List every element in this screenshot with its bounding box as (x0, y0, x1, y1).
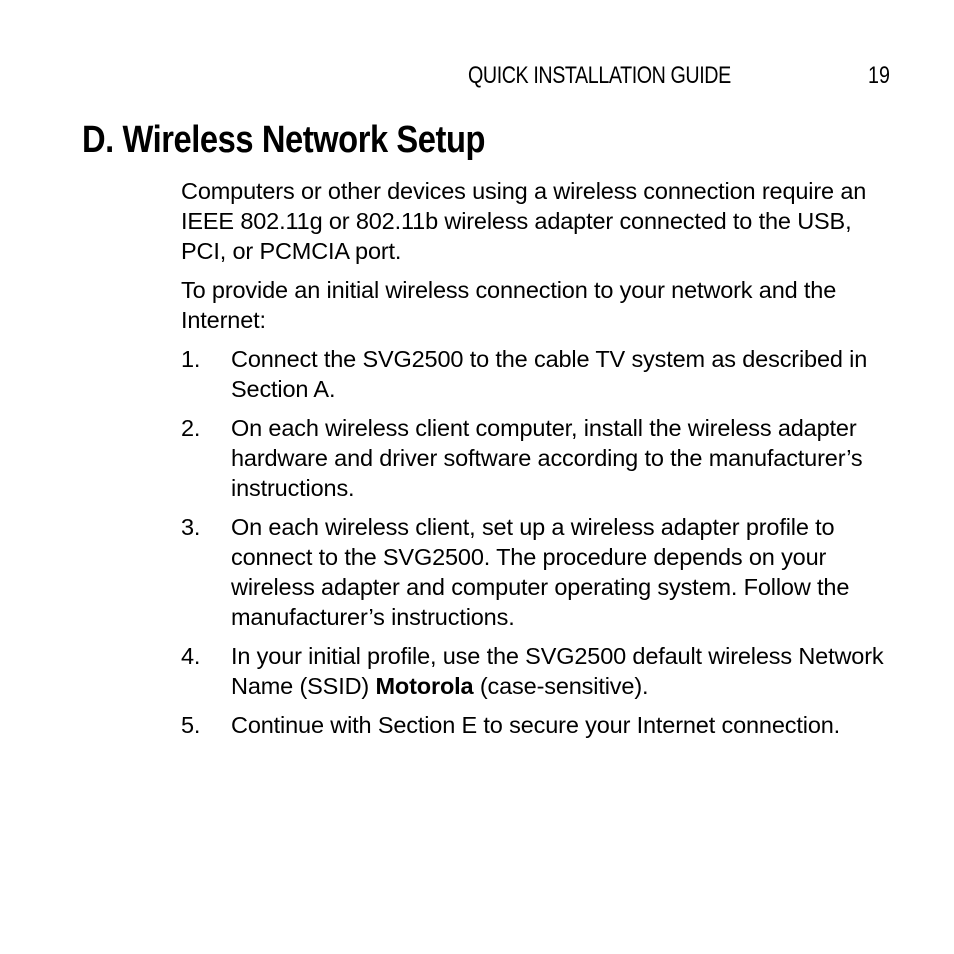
intro-paragraph-2: To provide an initial wireless connection to your network and the Internet: (181, 277, 837, 333)
page-header (0, 62, 954, 94)
step-item (181, 344, 901, 404)
step-text-before: In your initial profile, use the SVG2500 default wireless Network Name (SSID) (231, 643, 884, 699)
step-text: Continue with Section E to secure your Internet connection. (231, 712, 841, 738)
step-number: 5. (181, 712, 201, 738)
intro-paragraph-1: Computers or other devices using a wireless connection require an IEEE 802.11g or 802.11b wireless adapter connected to the USB, PCI, or PCMCIA port. (181, 178, 867, 264)
step-item (181, 641, 901, 701)
header-title: QUICK INSTALLATION GUIDE (468, 62, 731, 89)
step-text: On each wireless client, set up a wireless adapter profile to connect to the SVG2500. The procedure depends on your wireless adapter and computer operating system. Follow the manufacturer’s instructions. (231, 514, 850, 630)
step-text-after: (case-sensitive). (473, 673, 649, 699)
step-number: 1. (181, 346, 201, 372)
step-number: 4. (181, 643, 201, 669)
steps-list (181, 344, 901, 740)
step-item (181, 710, 901, 740)
ssid-name: Motorola (375, 673, 474, 699)
section-body (181, 176, 901, 749)
step-number: 2. (181, 415, 201, 441)
step-text: Connect the SVG2500 to the cable TV system as described in Section A. (231, 346, 868, 402)
step-number: 3. (181, 514, 201, 540)
step-item (181, 512, 901, 632)
step-text: On each wireless client computer, install the wireless adapter hardware and driver software according to the manufacturer’s instructions. (231, 415, 863, 501)
page-number: 19 (868, 62, 890, 89)
step-item (181, 413, 901, 503)
section-title: D. Wireless Network Setup (82, 119, 486, 161)
step-text (231, 641, 901, 701)
